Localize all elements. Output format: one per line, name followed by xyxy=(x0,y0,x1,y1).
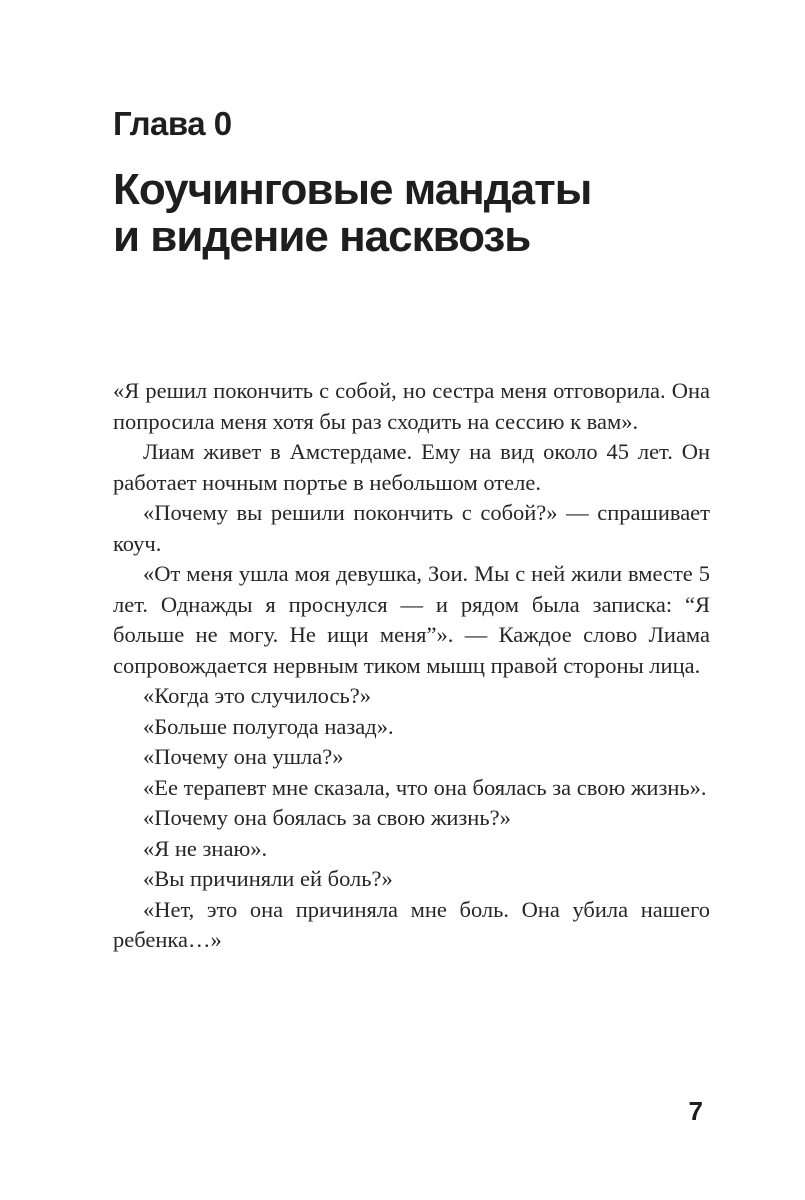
chapter-title-line1: Коучинговые мандаты xyxy=(113,165,592,214)
paragraph: «Когда это случилось?» xyxy=(143,683,371,708)
paragraph: «Нет, это она причиняла мне боль. Она убила нашего ребенка…» xyxy=(113,896,710,952)
paragraph: «Почему вы решили покончить с собой?» — спрашивает коуч. xyxy=(113,500,710,556)
paragraph: «От меня ушла моя девушка, Зои. Мы с ней жили вместе 5 лет. Однажды я проснулся — и рядом была записка: “Я больше не могу. Не ищи меня”». — Каждое слово Лиама сопровождается нервным тиком мышц правой стороны лица. xyxy=(113,561,710,678)
body-text xyxy=(113,376,710,956)
chapter-title-line2: и видение насквозь xyxy=(113,212,531,261)
paragraph: «Вы причиняли ей боль?» xyxy=(143,866,393,891)
paragraph: Лиам живет в Амстердаме. Ему на вид около 45 лет. Он работает ночным портье в небольшом отеле. xyxy=(113,439,710,495)
paragraph: «Ее терапевт мне сказала, что она боялась за свою жизнь». xyxy=(143,774,707,800)
paragraph: «Почему она ушла?» xyxy=(143,744,344,769)
page-footer xyxy=(113,1096,703,1127)
page-number: 7 xyxy=(688,1096,703,1126)
paragraph: «Я не знаю». xyxy=(143,835,268,861)
paragraph: «Больше полугода назад». xyxy=(143,713,394,739)
chapter-label: Глава 0 xyxy=(113,105,232,142)
paragraph: «Почему она боялась за свою жизнь?» xyxy=(143,805,511,830)
paragraph: «Я решил покончить с собой, но сестра меня отговорила. Она попросила меня хотя бы раз сходить на сессию к вам». xyxy=(113,378,710,434)
chapter-title xyxy=(113,166,733,260)
